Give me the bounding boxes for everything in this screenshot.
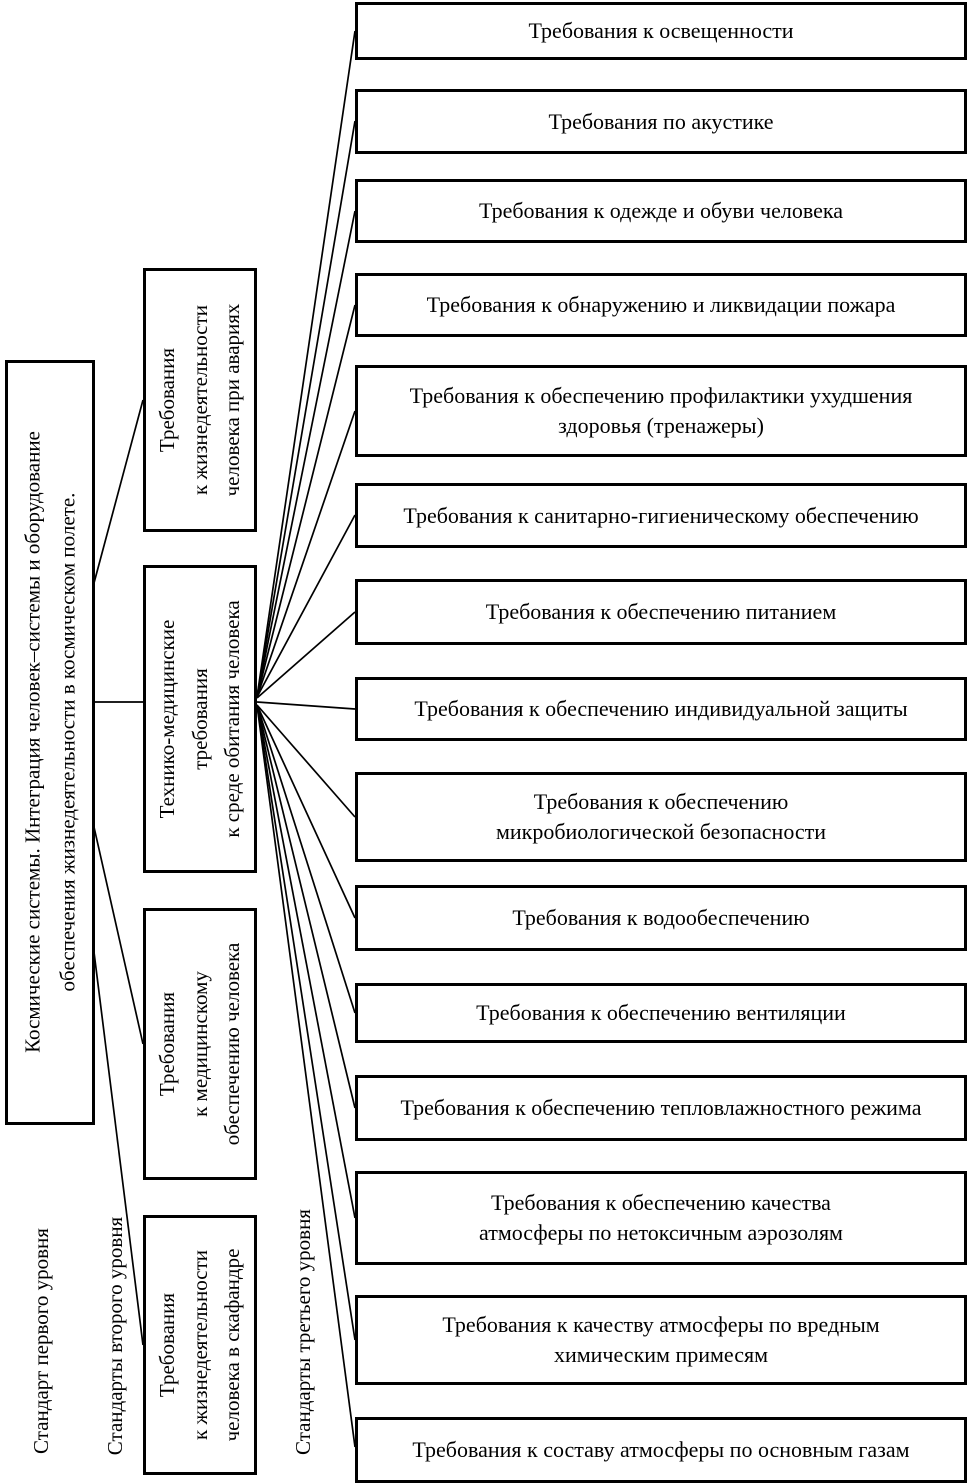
requirement-box [355, 983, 967, 1043]
requirement-box-line: здоровья (тренажеры) [558, 413, 764, 438]
level2-box-line: человека в скафандре [220, 1248, 245, 1442]
requirement-box [355, 365, 967, 457]
requirement-box-line: Требования к составу атмосферы по основным газам [412, 1437, 910, 1463]
connector-line [257, 515, 355, 697]
requirement-box [355, 179, 967, 243]
requirement-box [355, 1417, 967, 1483]
requirement-box-line: Требования к обеспечению качества [491, 1190, 831, 1216]
requirement-box [355, 2, 967, 60]
level2-box-line: к жизнедеятельности [187, 1250, 212, 1440]
level2-box-line: Требования [155, 1292, 180, 1398]
connector-line [257, 31, 355, 697]
connector-line [257, 411, 355, 697]
requirement-box-line: атмосферы по нетоксичным аэрозолям [479, 1220, 843, 1245]
requirement-box [355, 579, 967, 645]
requirement-box [355, 1295, 967, 1385]
level2-box-line: Требования [155, 347, 180, 453]
requirement-box-line: Требования к обнаружению и ликвидации пожара [426, 292, 896, 318]
requirement-box-line: микробиологической безопасности [495, 819, 827, 844]
level2-label: Стандарты второго уровня [102, 1216, 127, 1456]
level2-box-line: человека при авариях [220, 303, 245, 497]
requirement-box-line: Требования к обеспечению [533, 789, 789, 815]
requirement-box [355, 1075, 967, 1141]
requirement-box [355, 772, 967, 862]
requirement-box-line: Требования к водообеспечению [512, 905, 810, 931]
level2-box-line: Технико-медицинские [155, 619, 180, 819]
level2-box-habitat [143, 565, 257, 873]
requirement-box-line: Требования к обеспечению индивидуальной защиты [414, 696, 908, 722]
requirement-box-line: Требования по акустике [548, 108, 774, 134]
requirement-box-line: Требования к обеспечению питанием [485, 599, 837, 625]
requirement-box [355, 885, 967, 951]
connector-line [257, 211, 355, 697]
connector-line [257, 702, 355, 709]
level2-box-line: к медицинскому [187, 971, 212, 1117]
requirement-box [355, 89, 967, 154]
requirement-box-line: Требования к обеспечению профилактики ухудшения [409, 383, 913, 409]
level3-label: Стандарты третьего уровня [290, 1209, 315, 1455]
requirement-box [355, 273, 967, 337]
requirement-box-line: Требования к одежде и обуви человека [479, 198, 843, 224]
requirement-box-line: Требования к качеству атмосферы по вредным [442, 1312, 880, 1338]
level2-box-line: к жизнедеятельности [187, 305, 212, 495]
requirement-box-line: химическим примесям [553, 1342, 769, 1367]
level1-box-line: обеспечения жизнедеятельности в космическом полете. [55, 492, 80, 992]
level2-box-line: обеспечению человека [220, 942, 245, 1146]
level2-box-line: требования [187, 668, 212, 770]
level2-box-spacesuit [143, 1215, 257, 1475]
requirement-box-line: Требования к обеспечению вентиляции [476, 1000, 846, 1026]
requirement-box [355, 677, 967, 741]
connector-line [257, 705, 355, 1108]
requirement-box-line: Требования к освещенности [528, 18, 794, 44]
level1-box [5, 360, 95, 1125]
connector-line [257, 705, 355, 817]
level1-box-line: Космические системы. Интеграция человек–системы и оборудование [20, 431, 45, 1053]
connector-line [94, 827, 143, 1044]
connector-line [257, 705, 355, 1218]
connector-line [257, 705, 355, 918]
level1-label: Стандарт первого уровня [28, 1228, 53, 1454]
requirement-box [355, 483, 967, 548]
level2-box-emergency [143, 268, 257, 532]
requirement-box-line: Требования к санитарно-гигиеническому обеспечению [403, 502, 919, 528]
level2-box-medical [143, 908, 257, 1180]
connector-line [94, 400, 143, 583]
connector-line [257, 612, 355, 698]
connector-line [257, 121, 355, 697]
connector-line [257, 705, 355, 1013]
requirement-box-line: Требования к обеспечению тепловлажностного режима [400, 1095, 922, 1121]
level2-box-line: Требования [155, 991, 180, 1097]
level2-box-line: к среде обитания человека [220, 600, 245, 838]
connector-line [257, 305, 355, 697]
requirement-box [355, 1171, 967, 1265]
